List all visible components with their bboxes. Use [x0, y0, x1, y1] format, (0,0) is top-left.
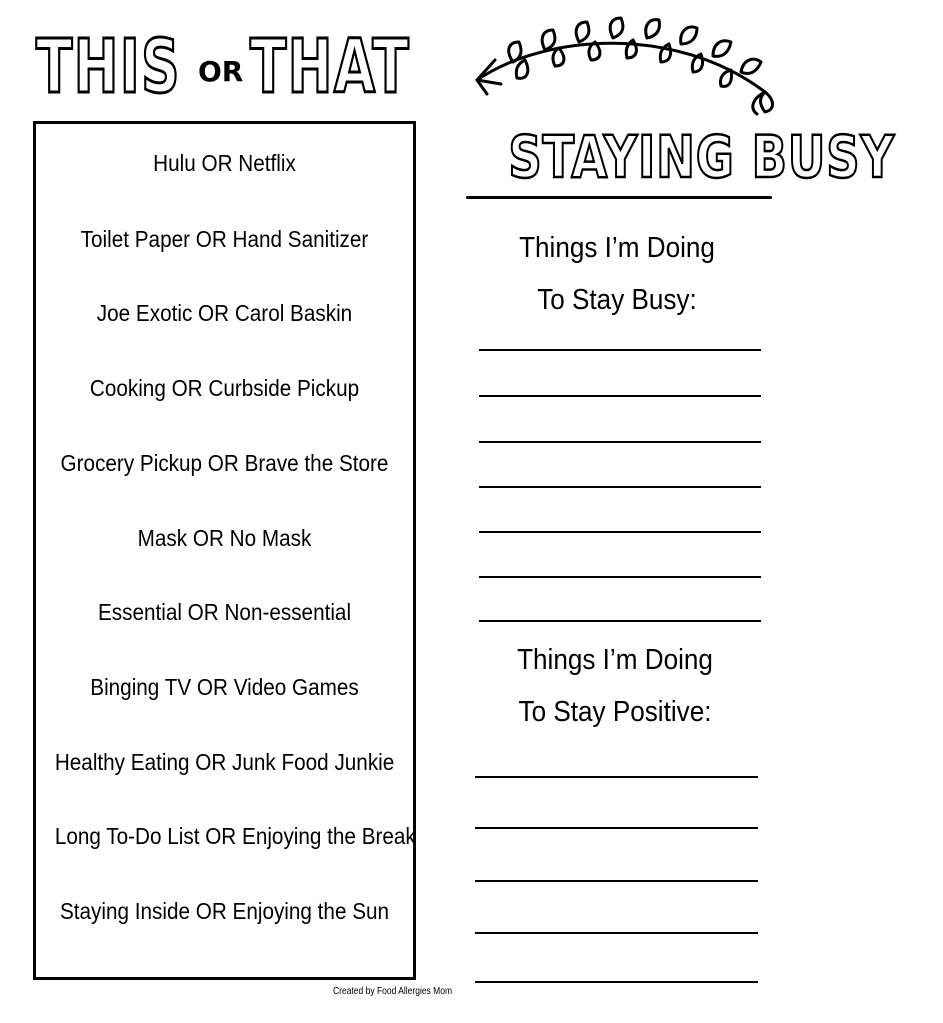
staying-busy-heading: STAYING BUSY: [508, 123, 895, 191]
positive-heading-line1: Things I’m Doing: [517, 644, 713, 676]
list-item: Joe Exotic OR Carol Baskin: [96, 300, 353, 326]
title-underline: [466, 196, 772, 199]
list-item: Toilet Paper OR Hand Sanitizer: [80, 226, 369, 252]
busy-write-line: [479, 576, 761, 578]
busy-heading-line2: To Stay Busy:: [537, 284, 697, 316]
list-item: Essential OR Non-essential: [97, 599, 352, 625]
this-or-that-list: [33, 121, 416, 980]
laurel-branch-icon: [465, 14, 785, 124]
busy-write-line: [479, 349, 761, 351]
staying-busy-title: [460, 122, 895, 202]
positive-write-line: [475, 776, 758, 778]
busy-write-line: [479, 620, 761, 622]
list-item: Healthy Eating OR Junk Food Junkie: [54, 749, 395, 775]
busy-write-line: [479, 531, 761, 533]
positive-heading-line2: To Stay Positive:: [518, 696, 712, 728]
title-or: OR: [198, 55, 244, 88]
title-that: THAT: [250, 24, 411, 110]
list-item: Hulu OR Netflix: [153, 150, 296, 176]
busy-write-line: [479, 395, 761, 397]
list-item: Cooking OR Curbside Pickup: [89, 375, 360, 401]
list-item: Binging TV OR Video Games: [90, 674, 359, 700]
busy-heading-line1: Things I’m Doing: [519, 232, 715, 264]
positive-write-line: [475, 932, 758, 934]
list-item: Grocery Pickup OR Brave the Store: [60, 450, 389, 476]
list-item: Long To-Do List OR Enjoying the Break: [54, 823, 416, 849]
busy-write-line: [479, 486, 761, 488]
this-or-that-title: [22, 22, 422, 112]
title-this: THIS: [36, 24, 181, 110]
credit-text: Created by Food Allergies Mom: [333, 986, 453, 997]
list-item: Mask OR No Mask: [137, 525, 312, 551]
list-item: Staying Inside OR Enjoying the Sun: [59, 898, 390, 924]
positive-write-line: [475, 880, 758, 882]
positive-write-line: [475, 981, 758, 983]
busy-write-line: [479, 441, 761, 443]
positive-write-line: [475, 827, 758, 829]
